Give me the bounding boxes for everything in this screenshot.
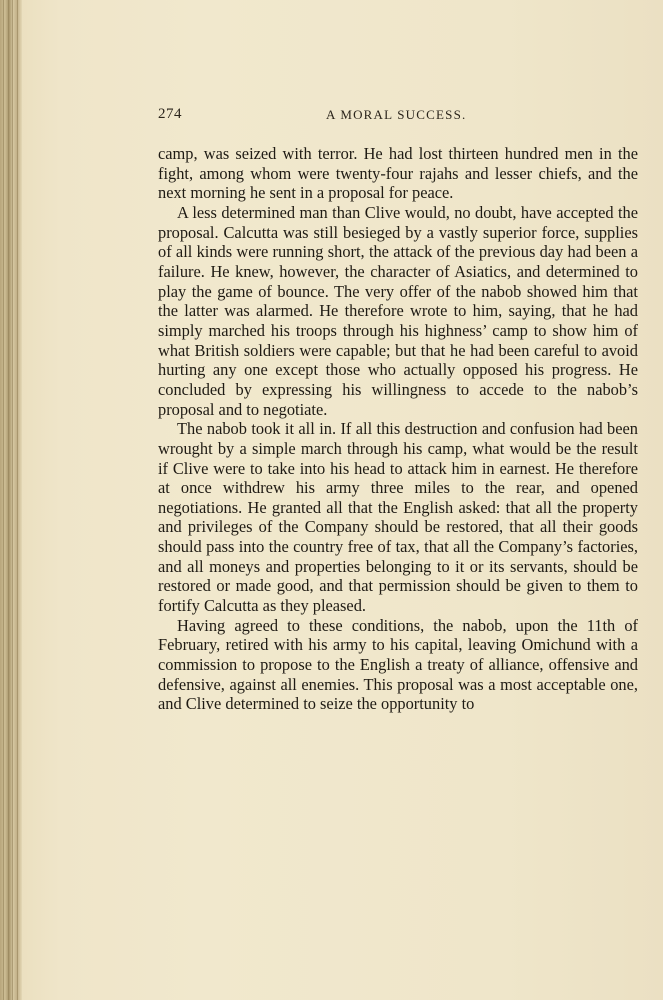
gutter-edge-line [3, 0, 4, 1000]
body-text [158, 144, 638, 714]
running-head [158, 106, 638, 128]
gutter-edge-line [8, 0, 9, 1000]
paragraph: A less determined man than Clive would, no doubt, have accepted the proposal. Calcutta was still besieged by a vastly superior force, supplies of all kinds were running short, the attack of the previous day had been a failure. He knew, however, the character of Asiatics, and determined to play the game of bounce. The very offer of the nabob showed him that the latter was alarmed. He therefore wrote to him, saying, that he had simply marched his troops through his highness’ camp to show him of what British soldiers were capable; but that he had been careful to avoid hurting any one except those who actually opposed his progress. He concluded by expressing his willingness to accede to the nabob’s proposal and to negotiate. [158, 202, 638, 419]
page-number: 274 [158, 106, 182, 122]
paragraph: Having agreed to these conditions, the nabob, upon the 11th of February, retired with his army to his capital, leaving Omichund with a commission to propose to the English a treaty of alliance, offensive and defensive, against all enemies. This proposal was a most acceptable one, and Clive determined to seize the opportunity to [158, 615, 638, 714]
gutter-edge-line [12, 0, 13, 1000]
paragraph: camp, was seized with terror. He had lost thirteen hundred men in the fight, among whom were twenty-four rajahs and lesser chiefs, and the next morning he sent in a proposal for peace. [158, 144, 638, 203]
binding-gutter [0, 0, 22, 1000]
paragraph: The nabob took it all in. If all this destruction and confusion had been wrought by a simple march through his camp, what would be the result if Clive were to take into his head to attack him in earnest. He therefore at once withdrew his army three miles to the rear, and opened negotiations. He granted all that the English asked: that all the property and privileges of the Company should be restored, that all their goods should pass into the country free of tax, that all the Company’s factories, and all moneys and properties belonging to it or its servants, should be restored or made good, and that permission should be given to them to fortify Calcutta as they pleased. [158, 419, 638, 616]
gutter-edge-line [17, 0, 18, 1000]
running-title: A MORAL SUCCESS. [326, 107, 467, 122]
